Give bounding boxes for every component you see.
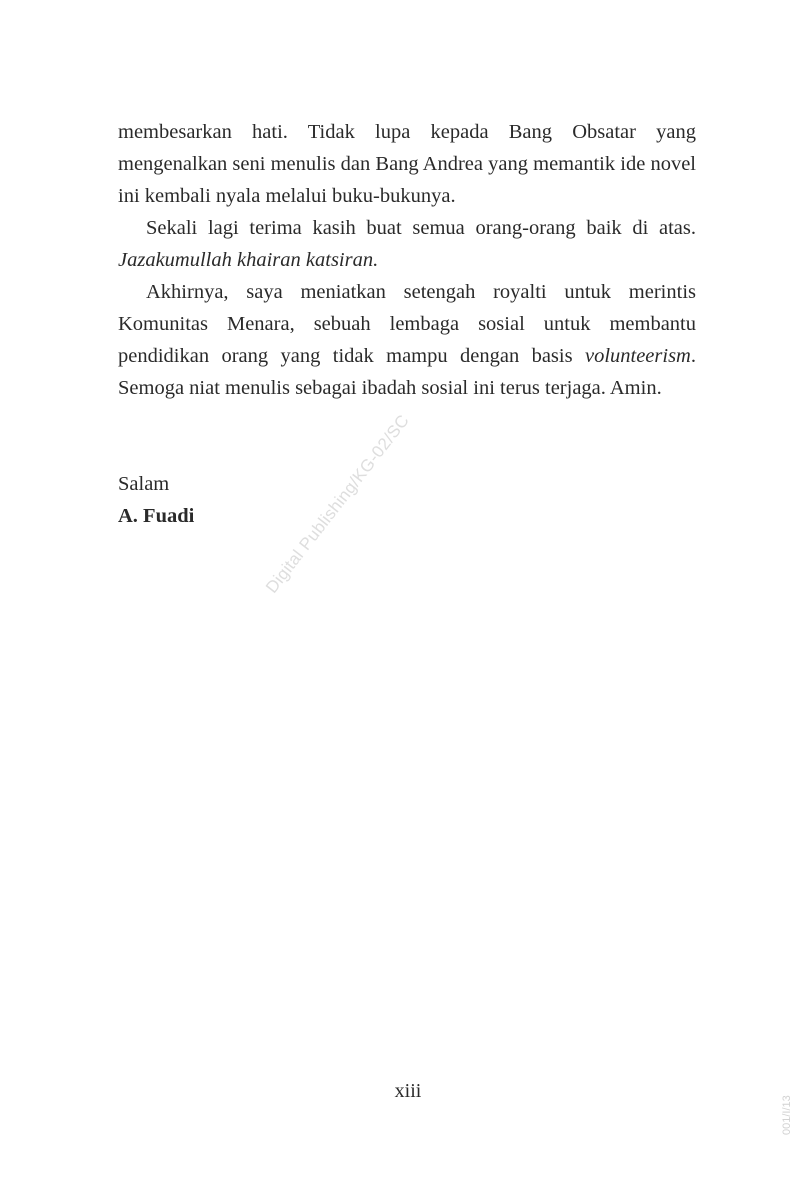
paragraph-3-tail: . Semoga niat menulis sebagai ibadah sosial ini terus terjaga. Amin. [118,345,696,399]
page-number: xiii [394,1080,422,1102]
salutation: Salam [118,473,170,495]
paragraph-3 [118,276,696,404]
paragraph-2 [118,212,696,276]
closing [118,468,194,532]
author-name: A. Fuadi [118,505,195,527]
paragraph-2-text: Sekali lagi terima kasih buat semua orang-orang baik di atas. [146,217,696,239]
paragraph-2-italic: Jazakumullah khairan katsiran. [118,249,379,271]
paragraph-3-italic: volunteerism [584,345,691,367]
watermark: Digital Publishing/KG-02/SC [262,411,413,597]
paragraph-1: membesarkan hati. Tidak lupa kepada Bang Obsatar yang mengenalkan seni menulis dan Bang Andrea yang memantik ide novel ini kembali nyala melalui buku-bukunya. [118,121,696,207]
side-code: 001/I/13 [781,1095,793,1135]
paragraph-3-text: Akhirnya, saya meniatkan setengah royalti untuk merintis Komunitas Menara, sebuah lembaga sosial untuk membantu pendidikan orang yang tidak mampu dengan basis [118,281,696,367]
body-text [118,116,696,404]
